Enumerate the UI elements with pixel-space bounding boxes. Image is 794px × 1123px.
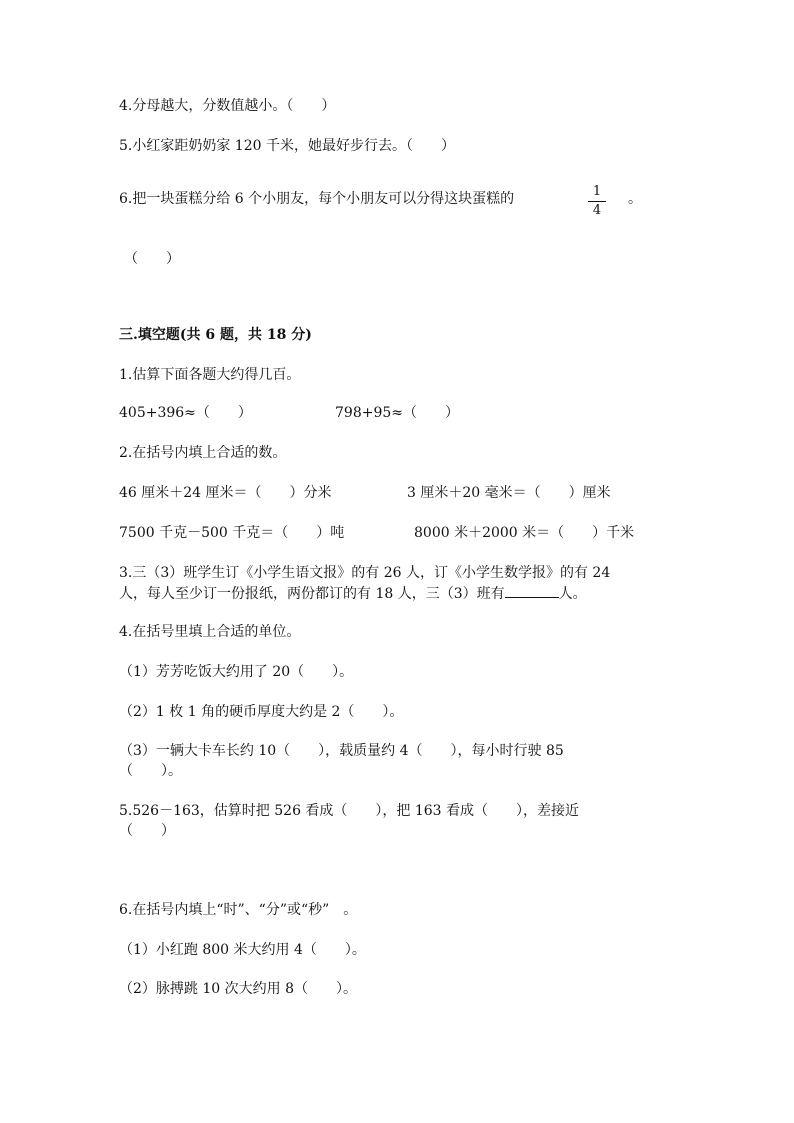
fill-q2-stem: 2.在括号内填上合适的数。 [119,445,287,461]
section-title: 三.填空题(共 6 题，共 18 分) [119,327,312,343]
answer-blank[interactable] [505,583,559,598]
fill-q3-line2 [119,583,587,604]
fill-q6-b: （2）脉搏跳 10 次大约用 8（ ）。 [119,981,357,997]
fill-q5-line1: 5.526－163，估算时把 526 看成（ ），把 163 看成（ ），差接近 [119,803,580,819]
fill-q1-stem: 1.估算下面各题大约得几百。 [119,367,301,383]
fill-q4-c1: （3）一辆大卡车长约 10（ ），载质量约 4（ ），每小时行驶 85 [119,743,564,759]
fill-q3-line1: 3.三（3）班学生订《小学生语文报》的有 26 人，订《小学生数学报》的有 24 [119,565,611,581]
fill-q4-a: （1）芳芳吃饭大约用了 20（ ）。 [119,664,354,680]
judge-q6-end: 。 [628,191,642,207]
fill-q1-a: 405+396≈（ ） [119,405,252,421]
fraction [588,184,606,219]
fill-q3-line2-end: 人。 [558,586,587,602]
fraction-numerator: 1 [592,184,602,199]
fill-q4-b: （2）1 枚 1 角的硬币厚度大约是 2（ ）。 [119,704,404,720]
fill-q2-c: 7500 千克－500 千克＝（ ）吨 [119,525,345,541]
judge-q4: 4.分母越大，分数值越小。（ ） [119,98,336,114]
judge-q5: 5.小红家距奶奶家 120 千米，她最好步行去。（ ） [119,138,455,154]
fill-q4-stem: 4.在括号里填上合适的单位。 [119,624,301,640]
fill-q1-b: 798+95≈（ ） [335,405,459,421]
fill-q5-line2: （ ） [119,823,175,839]
fill-q3-line2-text: 人，每人至少订一份报纸，两份都订的有 18 人，三（3）班有 [119,586,505,602]
fill-q2-a: 46 厘米＋24 厘米＝（ ）分米 [119,485,332,501]
fraction-bar [588,201,606,202]
fill-q6-stem: 6.在括号内填上“时”、“分”或“秒” 。 [119,902,358,918]
fill-q6-a: （1）小红跑 800 米大约用 4（ ）。 [119,942,366,958]
fill-q2-b: 3 厘米＋20 毫米＝（ ）厘米 [407,485,611,501]
fill-q2-d: 8000 米＋2000 米＝（ ）千米 [414,525,635,541]
judge-q6-paren: （ ） [124,251,180,267]
fraction-denominator: 4 [592,203,602,218]
judge-q6: 6.把一块蛋糕分给 6 个小朋友，每个小朋友可以分得这块蛋糕的 [119,191,515,207]
fill-q4-c2: （ ）。 [119,763,182,779]
